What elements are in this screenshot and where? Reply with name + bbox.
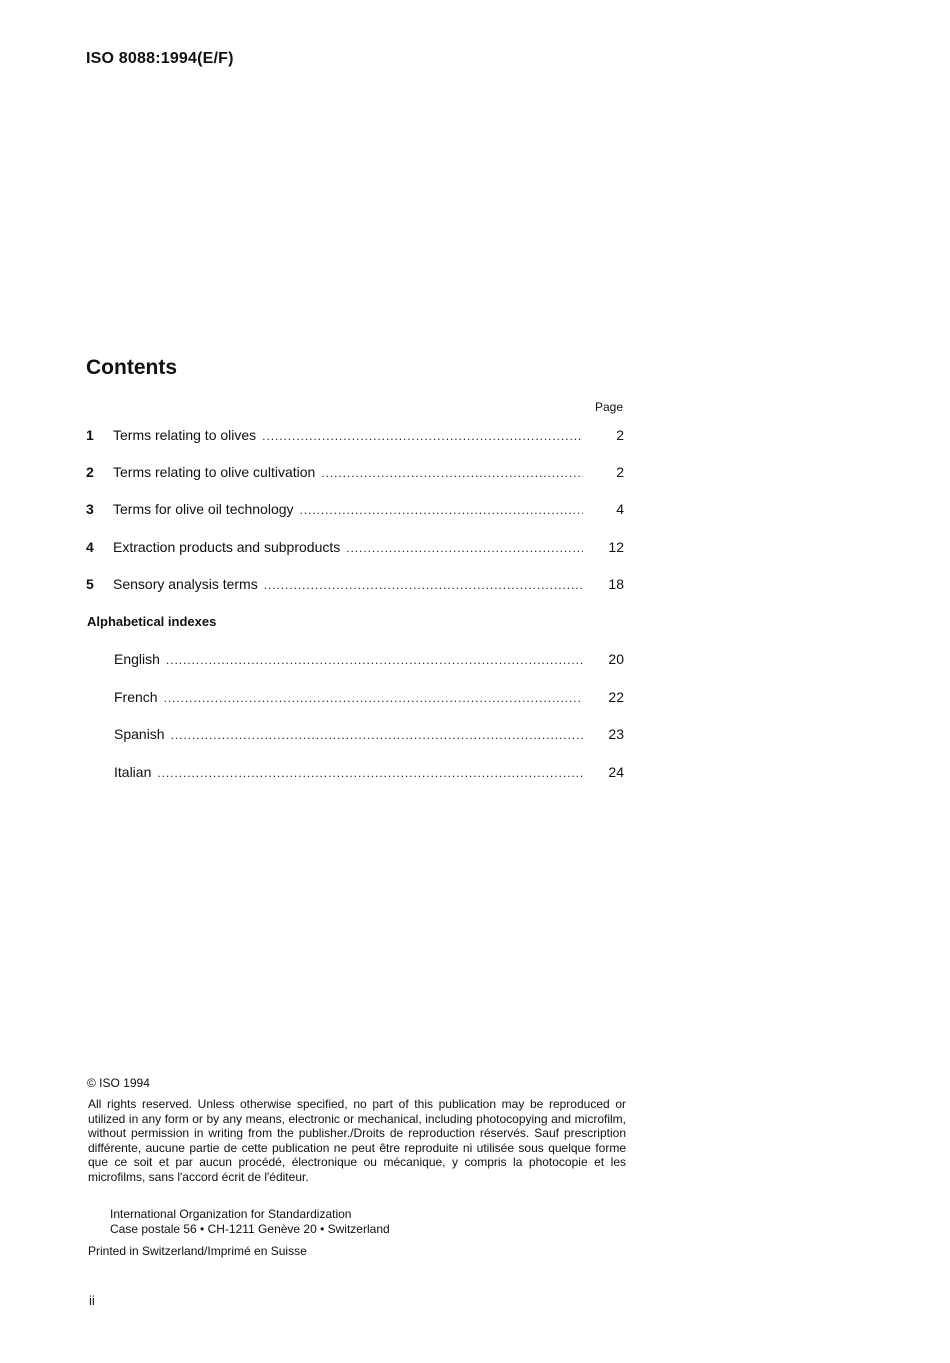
- organization-name: International Organization for Standardization: [110, 1207, 352, 1221]
- page-column-label: Page: [595, 400, 624, 414]
- toc-leader: [171, 728, 583, 742]
- index-title: Spanish: [114, 726, 165, 742]
- toc-leader: [262, 429, 583, 443]
- contents-title: Contents: [86, 356, 177, 379]
- index-page: 20: [608, 651, 624, 667]
- toc-leader: [346, 541, 583, 555]
- toc-number: 1: [86, 427, 94, 443]
- toc-number: 3: [86, 501, 94, 517]
- toc-number: 5: [86, 576, 94, 592]
- index-title: Italian: [114, 764, 152, 780]
- toc-leader: [300, 503, 583, 517]
- toc-title: Sensory analysis terms: [113, 576, 258, 592]
- toc-page: 2: [616, 464, 624, 480]
- toc-row[interactable]: [86, 427, 624, 447]
- document-id: ISO 8088:1994(E/F): [86, 50, 234, 67]
- index-row[interactable]: [86, 764, 624, 784]
- toc-leader: [157, 766, 583, 780]
- index-page: 22: [608, 689, 624, 705]
- copyright-notice: © ISO 1994: [87, 1076, 150, 1090]
- toc-page: 12: [608, 539, 624, 555]
- rights-statement: All rights reserved. Unless otherwise specified, no part of this publication may be reproduced or utilized in any form or by any means, electronic or mechanical, including photocopying and microfilm, without permission in writing from the publisher./Droits de reproduction réservés. Sauf prescription différente, aucune partie de cette publication ne peut être reproduite ni utilisée sous quelque forme que ce soit et par aucun procédé, électronique ou mécanique, y compris la photocopie et les microfilms, sans l'accord écrit de l'éditeur.: [88, 1097, 626, 1184]
- index-page: 23: [608, 726, 624, 742]
- indexes-heading: Alphabetical indexes: [87, 614, 217, 629]
- toc-title: Terms relating to olive cultivation: [113, 464, 316, 480]
- toc-page: 18: [608, 576, 624, 592]
- organization-address: [110, 1207, 390, 1237]
- toc-leader: [264, 578, 583, 592]
- index-title: French: [114, 689, 158, 705]
- toc-row[interactable]: [86, 501, 624, 521]
- toc-leader: [166, 653, 583, 667]
- toc-row[interactable]: [86, 576, 624, 596]
- printed-statement: Printed in Switzerland/Imprimé en Suisse: [88, 1244, 307, 1258]
- toc-row[interactable]: [86, 464, 624, 484]
- toc-leader: [164, 691, 583, 705]
- index-row[interactable]: [86, 651, 624, 671]
- index-row[interactable]: [86, 726, 624, 746]
- toc-title: Terms relating to olives: [113, 427, 257, 443]
- organization-postal: Case postale 56 • CH-1211 Genève 20 • Switzerland: [110, 1222, 390, 1236]
- toc-page: 4: [616, 501, 624, 517]
- toc-title: Extraction products and subproducts: [113, 539, 341, 555]
- toc-number: 2: [86, 464, 94, 480]
- toc-page: 2: [616, 427, 624, 443]
- index-row[interactable]: [86, 689, 624, 709]
- toc-row[interactable]: [86, 539, 624, 559]
- page-number: ii: [89, 1293, 95, 1308]
- index-page: 24: [608, 764, 624, 780]
- index-title: English: [114, 651, 160, 667]
- toc-title: Terms for olive oil technology: [113, 501, 294, 517]
- toc-leader: [321, 466, 583, 480]
- toc-number: 4: [86, 539, 94, 555]
